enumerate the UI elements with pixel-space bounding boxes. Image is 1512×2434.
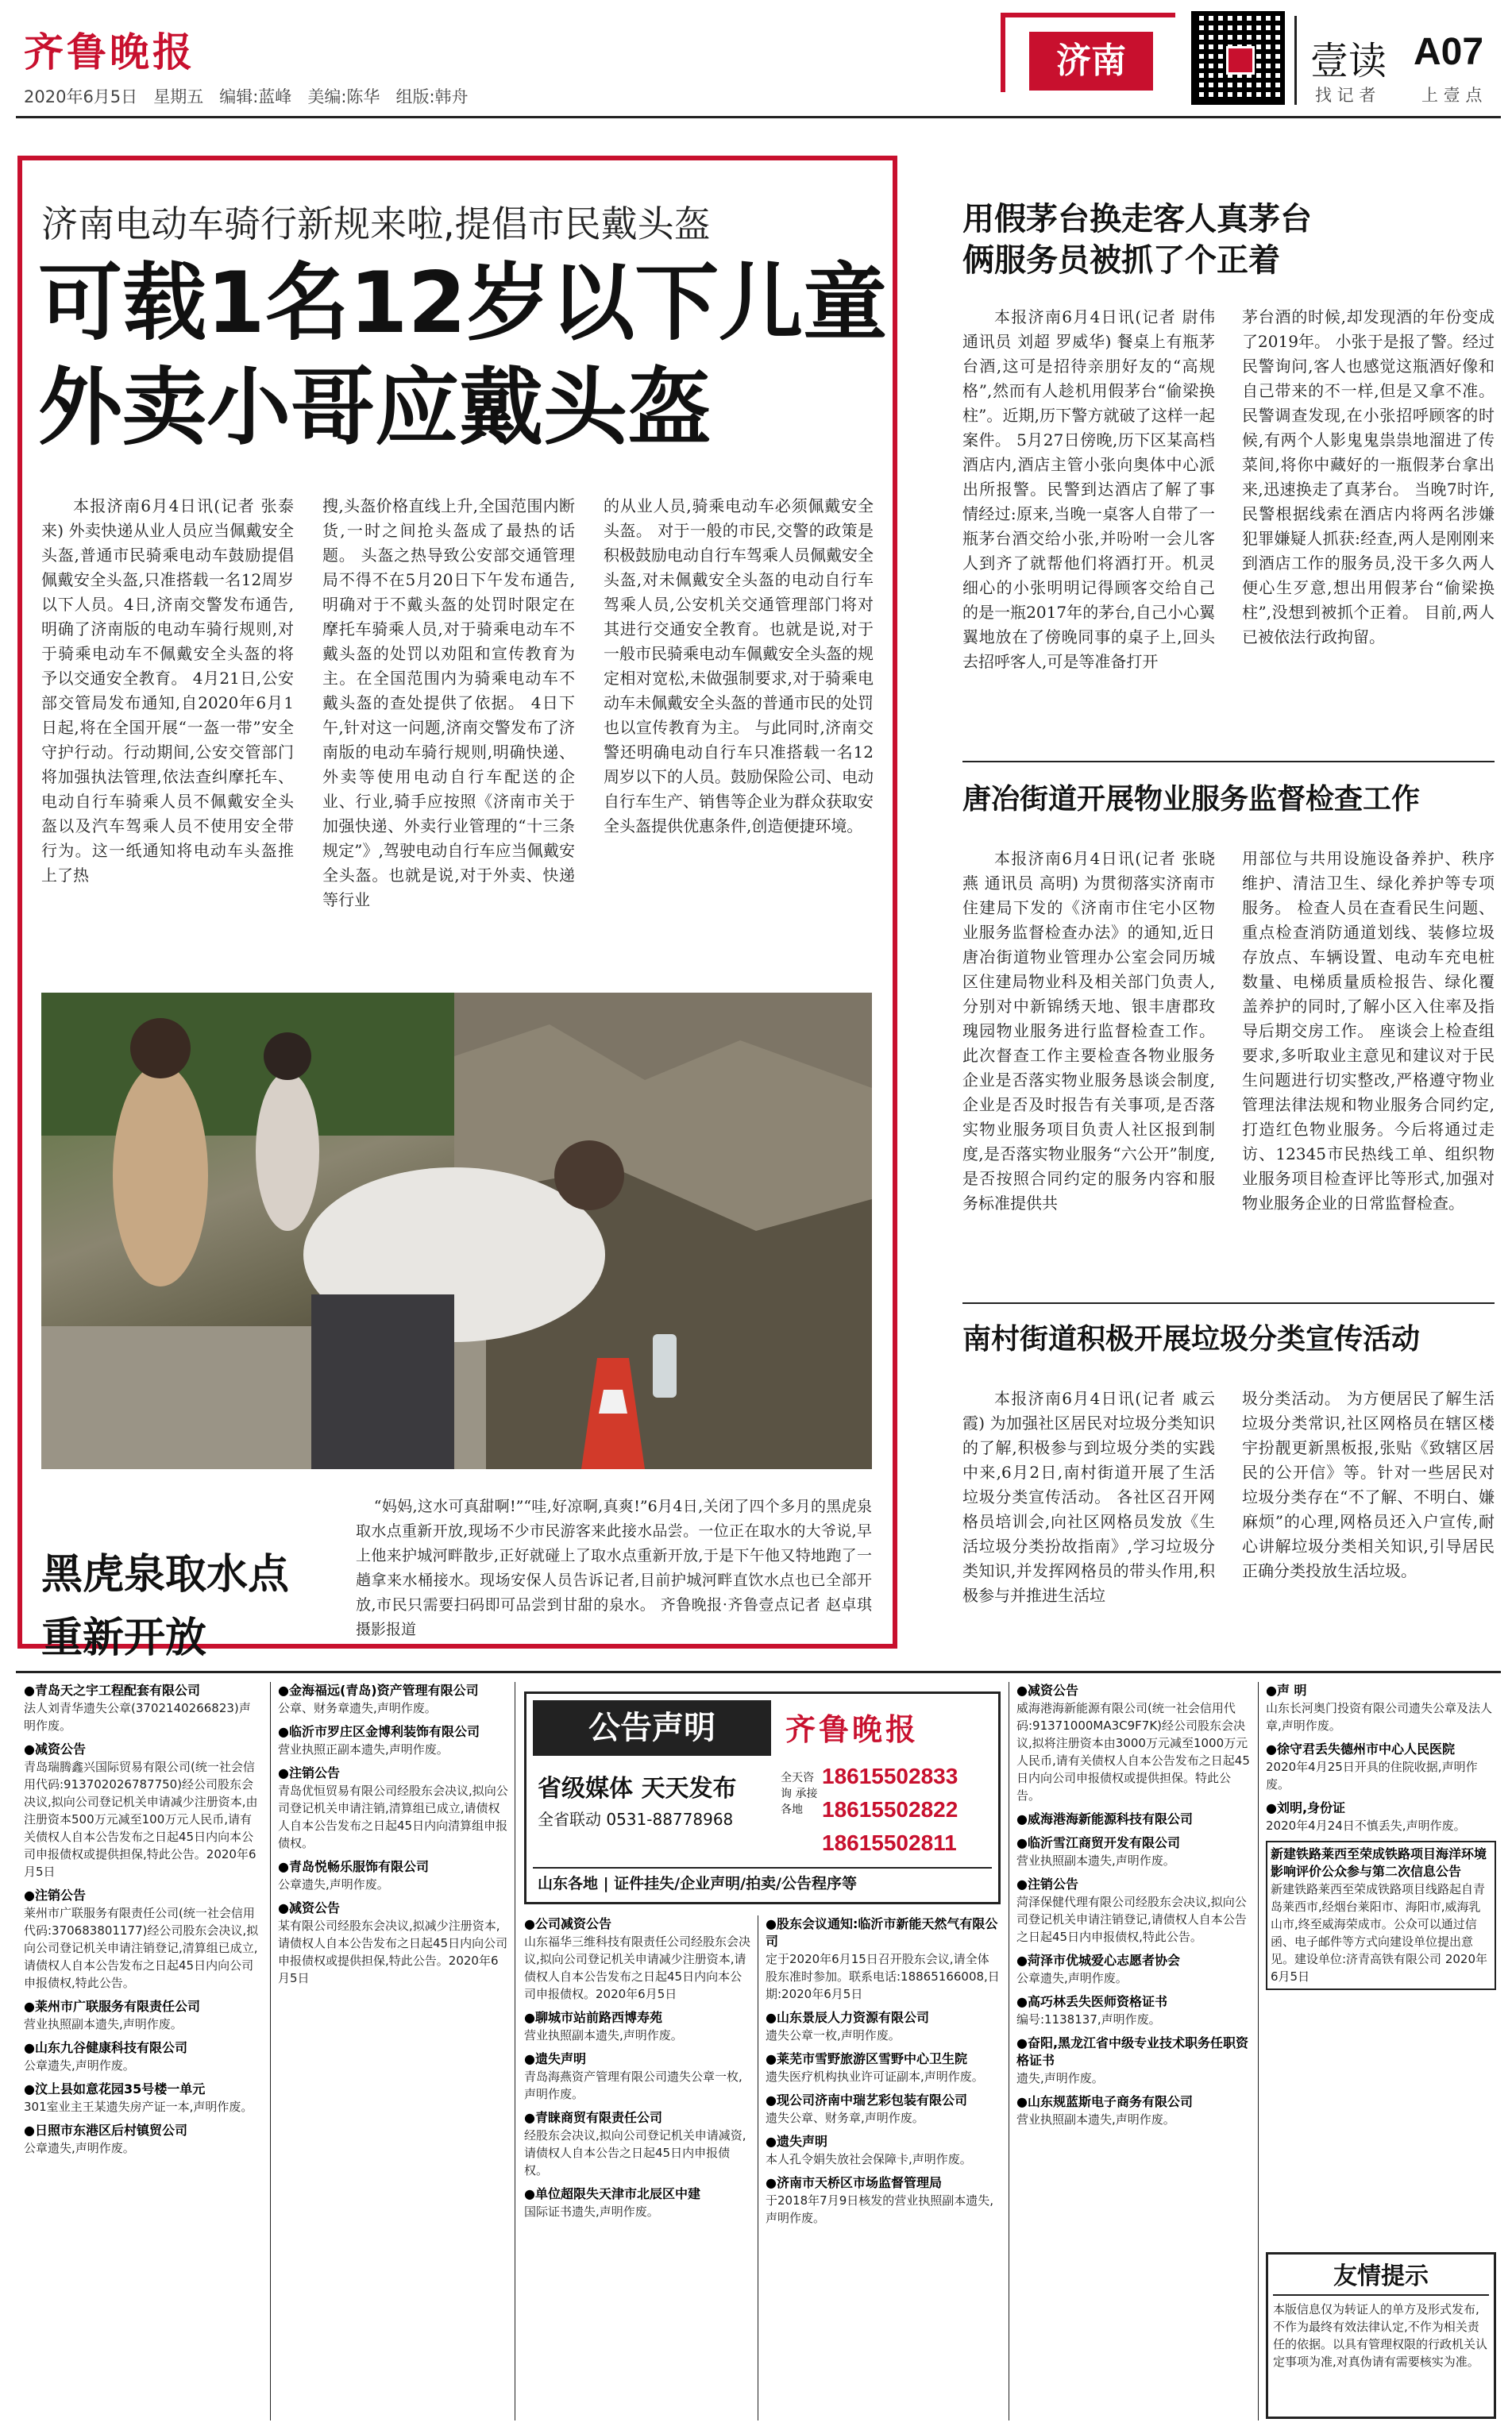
man-trousers <box>311 1294 454 1469</box>
photo-scene <box>41 993 872 1469</box>
notice-item <box>524 2009 751 2044</box>
notice-item <box>524 1915 751 2003</box>
photo-story-headline-line2: 重新开放 <box>41 1614 207 1657</box>
notice-text: 菏泽保健代理有限公司经股东会决议,拟向公司登记机关申请注销登记,请债权人自本公告之日起45日内申报债权,特此公告。 <box>1016 1895 1247 1944</box>
notices-col4 <box>766 1915 1001 2420</box>
story4-body-col1 <box>962 1387 1215 1653</box>
notice-text: 定于2020年6月15日召开股东会议,请全体股东准时参加。联系电话:18865166008,日期:2020年6月5日 <box>766 1952 1000 2001</box>
notice-title: ●刘明,身份证 <box>1266 1800 1346 1815</box>
notice-item <box>766 2174 1001 2227</box>
notice-item <box>278 1765 508 1852</box>
section-tag: 济南 <box>1029 32 1153 91</box>
notice-title: ●注销公告 <box>278 1765 340 1780</box>
notice-title: ●山东九谷健康科技有限公司 <box>24 2040 187 2055</box>
notice-item <box>24 2039 262 2074</box>
lead-body-col1-text: 本报济南6月4日讯(记者 张泰来) 外卖快递从业人员应当佩戴安全头盔,普通市民骑乘电动车鼓励提倡佩戴安全头盔,只准搭载一名12周岁以下人员。4日,济南交警发布通告,明确了济南版的电动车骑行规则,对于骑乘电动车不佩戴安全头盔的将予以交通安全教育。 4月21日,公安部交管局发布通知,自2020年6月1日起,将在全国开展“一盔一带”安全守护行动。行动期间,公安交管部门将加强执法管理,依法查纠摩托车、电动自行车骑乘人员不佩戴安全头盔以及汽车驾乘人员不使用安全带行为。这一纸通知将电动车头盔推上了热 <box>41 496 294 885</box>
friendly-tip-title: 友情提示 <box>1273 2259 1489 2296</box>
qr-code <box>1191 11 1285 105</box>
story3-top-rule <box>962 761 1495 762</box>
notice-item <box>1266 1682 1496 1734</box>
story4-body-col2 <box>1242 1387 1495 1653</box>
notice-text: 公章遗失,声明作废。 <box>24 2141 135 2155</box>
notice-text: 青岛海燕资产管理有限公司遗失公章一枚,声明作废。 <box>524 2069 742 2101</box>
notice-ad-title: 公告声明 <box>588 1710 716 1746</box>
notice-item <box>24 1998 262 2033</box>
notice-text: 新建铁路莱西至荣成铁路项目线路起自青岛莱西市,经烟台莱阳市、海阳市,威海乳山市,终至威海荣成市。公众可以通过信函、电子邮件等方式向建设单位提出意见。建设单位:济青高铁有限公司 2020年6月5日 <box>1271 1882 1487 1984</box>
page-number: A07 <box>1414 31 1484 73</box>
notice-text: 法人刘青华遗失公章(3702140266823)声明作废。 <box>24 1701 251 1733</box>
tagline-left: 找 记 者 <box>1315 86 1376 105</box>
notice-text: 营业执照副本遗失,声明作废。 <box>524 2028 683 2042</box>
notice-text: 山东长河奥门投资有限公司遗失公章及法人章,声明作废。 <box>1266 1701 1493 1733</box>
story3-headline: 唐冶街道开展物业服务监督检查工作 <box>962 783 1421 816</box>
notice-item <box>1266 1799 1496 1834</box>
notice-text: 青岛瑞腾鑫兴国际贸易有限公司(统一社会信用代码:913702026787750)经公司股东会决议,拟向公司登记机关申请减少注册资本,由注册资本500万元减至100万元人民币,请有关债权人自本公告发布之日起45日内向本公司申报债权或提供担保,特此公告。2020年6月5日 <box>24 1760 258 1879</box>
newspaper-logo: 齐鲁晚报 <box>24 29 195 75</box>
notice-item <box>524 2185 751 2220</box>
notice-text: 编号:1138137,声明作废。 <box>1016 2012 1161 2027</box>
story3-body-col1-text: 本报济南6月4日讯(记者 张晓燕 通讯员 高明) 为贯彻落实济南市住建局下发的《济南市住宅小区物业服务监督检查办法》的通知,近日唐冶街道物业管理办公室会同历城区住建局物业科及相关部门负责人,分别对中新锦绣天地、银丰唐郡玫瑰园物业服务进行监督检查工作。 此次督查工作主要检查各物业服务企业是否落实物业服务恳谈会制度,企业是否及时报告有关事项,是否落实物业服务项目负责人社区报到制度,是否落实物业服务“六公开”制度,是否按照合同约定的服务内容和服务标准提供共 <box>962 849 1215 1213</box>
notice-title: ●聊城市站前路西博寿苑 <box>524 2010 662 2025</box>
notice-ad-phone-1: 18615502833 <box>822 1764 958 1788</box>
notice-text: 营业执照副本遗失,声明作废。 <box>1016 1853 1175 1868</box>
notice-text: 经股东会决议,拟向公司登记机关申请减资,请债权人自本公告之日起45日内申报债权。 <box>524 2128 746 2177</box>
notice-title: ●青岛天之宇工程配套有限公司 <box>24 1683 200 1698</box>
notices-col5 <box>1016 1682 1252 2420</box>
notice-ad-phone-2: 18615502822 <box>822 1797 958 1822</box>
woman-left <box>113 1064 208 1286</box>
lead-kicker: 济南电动车骑行新规来啦,提倡市民戴头盔 <box>41 203 711 245</box>
notice-item <box>766 2092 1001 2127</box>
notice-ad-box <box>524 1691 1001 1904</box>
friendly-tip-box <box>1266 2252 1496 2419</box>
story2-body-col1-text: 本报济南6月4日讯(记者 尉伟 通讯员 刘超 罗威华) 餐桌上有瓶茅台酒,这可是招待亲朋好友的“高规格”,然而有人趁机用假茅台“偷梁换柱”。近期,历下警方就破了这样一起案件。 5月27日傍晚,历下区某高档酒店内,酒店主管小张向奥体中心派出所报警。民警到达酒店了解了事情经过:原来,当晚一桌客人自带了一瓶茅台酒交给小张,并吩咐一会儿客人到齐了就帮他们将酒打开。机灵细心的小张明明记得顾客交给自己的是一瓶2017年的茅台,自己小心翼翼地放在了傍晚同事的桌子上,回头去招呼客人,可是等准备打开 <box>962 307 1215 671</box>
notice-item <box>24 1682 262 1734</box>
notice-text: 2020年4月25日开具的住院收据,声明作废。 <box>1266 1760 1478 1792</box>
notice-text: 301室业主王某遗失房产证一本,声明作废。 <box>24 2100 253 2114</box>
notice-item <box>1016 2093 1252 2128</box>
notice-title: ●青睐商贸有限责任公司 <box>524 2110 662 2125</box>
notice-text: 遗失医疗机构执业许可证副本,声明作废。 <box>766 2069 984 2084</box>
notice-text: 威海港海新能源有限公司(统一社会信用代码:91371000MA3C9F7K)经公司股东会决议,拟将注册资本由3000万元减至1000万元人民币,请有关债权人自本公告发布之日起45日内向公司申报债权或提供担保。特此公告。 <box>1016 1701 1250 1803</box>
notice-title: ●青岛悦畅乐服饰有限公司 <box>278 1859 429 1874</box>
photo-story-caption <box>356 1495 872 1642</box>
notice-text: 公章遗失,声明作废。 <box>24 2058 135 2073</box>
woman-left-head <box>130 1018 191 1078</box>
notices-col2 <box>278 1682 508 2420</box>
bystander-center-head <box>264 1032 311 1080</box>
notice-title: ●山东景辰人力资源有限公司 <box>766 2010 929 2025</box>
notice-title: 新建铁路莱西至荣成铁路项目海洋环境影响评价公众参与第二次信息公告 <box>1271 1846 1487 1879</box>
layout-credit: 组版:韩舟 <box>395 87 469 106</box>
water-bottle <box>653 1334 677 1398</box>
notice-title: ●山东规蓝斯电子商务有限公司 <box>1016 2094 1193 2109</box>
story4-headline: 南村街道积极开展垃圾分类宣传活动 <box>962 1323 1421 1356</box>
notice-ad-slogan: 省级媒体 天天发布 <box>538 1775 737 1803</box>
tagline-right: 上 壹 点 <box>1421 86 1483 105</box>
notice-ad-hotline: 全省联动 0531-88778968 <box>538 1810 734 1829</box>
notices-divider-1 <box>270 1682 271 2420</box>
notice-item <box>524 2109 751 2179</box>
lead-body-col1 <box>41 494 294 961</box>
notice-text: 公章遗失,声明作废。 <box>278 1877 389 1892</box>
notice-item <box>278 1723 508 1758</box>
notice-item <box>278 1682 508 1717</box>
notice-title: ●菏泽市优城爱心志愿者协会 <box>1016 1953 1180 1968</box>
notice-text: 山东福华三维科技有限责任公司经股东会决议,拟向公司登记机关申请减少注册资本,请债权人自本公告发布之日起45日内向本公司申报债权。2020年6月5日 <box>524 1934 751 2001</box>
lead-body-col3-text: 的从业人员,骑乘电动车必须佩戴安全头盔。 对于一般的市民,交警的政策是积极鼓励电动自行车驾乘人员佩戴安全头盔,对未佩戴安全头盔的电动自行车驾乘人员,公安机关交通管理部门将对其进行交通安全教育。也就是说,对于一般市民骑乘电动车佩戴安全头盔的规定相对宽松,未做强制要求,对于骑乘电动车未佩戴安全头盔的普通市民的处罚也以宣传教育为主。 与此同时,济南交警还明确电动自行车只准搭载一名12周岁以下的人员。鼓励保险公司、电动自行车生产、销售等企业为群众获取安全头盔提供优惠条件,创造便捷环境。 <box>604 496 874 835</box>
notice-text: 青岛优恒贸易有限公司经股东会决议,拟向公司登记机关申请注销,清算组已成立,请债权人自本公告发布之日起45日内向清算组申报债权。 <box>278 1784 508 1850</box>
story2-headline-line2: 俩服务员被抓了个正着 <box>962 242 1280 279</box>
story2-headline-line1: 用假茅台换走客人真茅台 <box>962 201 1312 237</box>
notice-title: ●减资公告 <box>278 1900 340 1915</box>
notice-title: ●徐守君丢失德州市中心人民医院 <box>1266 1742 1455 1757</box>
notice-text: 莱州市广联服务有限责任公司(统一社会信用代码:370683801177)经公司股东会决议,拟向公司登记机关申请注销登记,清算组已成立,请债权人自本公告发布之日起45日内向公司申报债权,特此公告。 <box>24 1906 259 1990</box>
notice-text: 公章遗失,声明作废。 <box>1016 1971 1128 1985</box>
story4-body-col1-text: 本报济南6月4日讯(记者 戚云霞) 为加强社区居民对垃圾分类知识的了解,积极参与到垃圾分类的实践中来,6月2日,南村街道开展了生活垃圾分类宣传活动。 各社区召开网格员培训会,向社区网格员发放《生活垃圾分类扮故指南》,学习垃圾分类知识,并发挥网格员的带头作用,积极参与并推进生活垃 <box>962 1389 1215 1605</box>
notice-title: ●股东会议通知:临沂市新能天然气有限公司 <box>766 1916 998 1949</box>
notice-item <box>1016 1682 1252 1804</box>
notice-ad-phone-3: 18615502811 <box>822 1830 957 1855</box>
notices-divider-5 <box>1258 1682 1259 2420</box>
notice-title: ●日照市东港区后村镇贸公司 <box>24 2123 187 2138</box>
notice-title: ●遗失声明 <box>766 2134 827 2149</box>
notice-item <box>1266 1841 1496 1990</box>
notice-item <box>766 2050 1001 2085</box>
notice-item <box>1266 1741 1496 1793</box>
notice-title: ●现公司济南中瑞艺彩包装有限公司 <box>766 2093 967 2108</box>
notice-title: ●临沂市罗庄区金博利装饰有限公司 <box>278 1724 480 1739</box>
notice-title: ●高巧林丢失医师资格证书 <box>1016 1994 1167 2009</box>
lead-body-col2 <box>322 494 575 961</box>
lead-body-col2-text: 搜,头盔价格直线上升,全国范围内断货,一时之间抢头盔成了最热的话题。 头盔之热导致公安部交通管理局不得不在5月20日下午发布通告,明确对于不戴头盔的处罚时限定在摩托车骑乘人员,对于骑乘电动车不戴头盔的处罚以劝阻和宣传教育为主。在全国范围内为骑乘电动车不戴头盔的查处提供了依据。 4日下午,针对这一问题,济南交警发布了济南版的电动车骑行规则,明确快递、外卖等使用电动自行车配送的企业、行业,骑手应按照《济南市关于加强快递、外卖行业管理的“十三条规定”》,驾驶电动自行车应当佩戴安全头盔。也就是说,对于外卖、快递等行业 <box>322 496 575 909</box>
notice-ad-logo: 齐鲁晚报 <box>785 1711 920 1747</box>
notice-title: ●声 明 <box>1266 1683 1307 1698</box>
notice-text: 国际证书遗失,声明作废。 <box>524 2204 659 2219</box>
notice-item <box>766 2009 1001 2044</box>
notice-title: ●奋阳,黑龙江省中级专业技术职务任职资格证书 <box>1016 2035 1249 2068</box>
photo-story-headline-line1: 黑虎泉取水点 <box>41 1551 290 1593</box>
notice-text: 2020年4月24日不慎丢失,声明作废。 <box>1266 1819 1466 1833</box>
notice-title: ●汶上县如意花园35号楼一单元 <box>24 2081 206 2096</box>
notice-title: ●莱州市广联服务有限责任公司 <box>24 1999 200 2014</box>
art-editor-credit: 美编:陈华 <box>307 87 380 106</box>
notice-title: ●遗失声明 <box>524 2051 586 2066</box>
masthead-rule <box>16 116 1501 118</box>
man-head <box>554 1140 624 1210</box>
notice-item <box>524 2050 751 2103</box>
lead-body-col3 <box>604 494 874 961</box>
issue-date: 2020年6月5日 <box>24 87 138 106</box>
story4-top-rule <box>962 1302 1495 1304</box>
photo-story-caption-text: “妈妈,这水可真甜啊!”“哇,好凉啊,真爽!”6月4日,关闭了四个多月的黑虎泉取水点重新开放,现场不少市民游客来此接水品尝。一位正在取水的大爷说,早上他来护城河畔散步,正好就碰上了取水点重新开放,于是下午他又特地跑了一趟拿来水桶接水。现场安保人员告诉记者,目前护城河畔直饮水点也已全部开放,市民只需要扫码即可品尝到甘甜的泉水。 齐鲁晚报·齐鲁壹点记者 赵卓琪 摄影报道 <box>356 1498 872 1638</box>
notice-item <box>1016 1952 1252 1987</box>
notices-col3 <box>524 1915 751 2420</box>
notice-title: ●公司减资公告 <box>524 1916 611 1931</box>
masthead-divider <box>1294 16 1297 105</box>
notice-item <box>24 2081 262 2116</box>
notice-item <box>1016 1834 1252 1869</box>
notice-text: 营业执照副本遗失,声明作废。 <box>24 2017 183 2031</box>
notice-text: 遗失公章一枚,声明作废。 <box>766 2028 901 2042</box>
notice-title: ●注销公告 <box>1016 1877 1078 1892</box>
story3-body-col2-text: 用部位与共用设施设备养护、秩序维护、清洁卫生、绿化养护等专项服务。 检查人员在查看民生问题、重点检查消防通道划线、装修垃圾存放点、车辆设置、电动车充电桩数量、电梯质量质检报告、绿化覆盖养护的同时,了解小区入住率及指导后期交房工作。 座谈会上检查组要求,多听取业主意见和建议对于民生问题进行切实整改,严格遵守物业管理法律法规和物业服务合同约定,打造红色物业服务。今后将通过走访、12345市民热线工单、组织物业服务项目检查评比等形式,加强对物业服务企业的日常监督检查。 <box>1242 849 1495 1213</box>
friendly-tip-text: 本版信息仅为转证人的单方及形式发布,不作为最终有效法律认定,不作为相关责任的依据。以具有管理权限的行政机关认定事项为准,对真伪请有需要核实为准。 <box>1273 2302 1488 2369</box>
notice-text: 本人孔令娟失放社会保障卡,声明作废。 <box>766 2152 972 2166</box>
notice-item <box>278 1858 508 1893</box>
notices-col1 <box>24 1682 262 2420</box>
notice-title: ●威海港海新能源科技有限公司 <box>1016 1811 1193 1826</box>
notice-text: 遗失,声明作废。 <box>1016 2071 1104 2085</box>
editor-credit: 编辑:蓝峰 <box>219 87 292 106</box>
notice-title: ●临沂雪江商贸开发有限公司 <box>1016 1835 1180 1850</box>
story2-body-col2-text: 茅台酒的时候,却发现酒的年份变成了2019年。 小张于是报了警。经过民警询问,客人也感觉这瓶酒好像和自己带来的不一样,但是又拿不准。民警调查发现,在小张招呼顾客的时候,有两个人影鬼鬼祟祟地溜进了传菜间,将你中藏好的一瓶假茅台拿出来,迅速换走了真茅台。 当晚7时许,民警根据线索在酒店内将两名涉嫌犯罪嫌疑人抓获:经查,两人是刚刚来到酒店工作的服务员,没干多久两人便心生歹意,想出用假茅台“偷梁换柱”,没想到被抓个正着。 目前,两人已被依法行政拘留。 <box>1242 307 1495 646</box>
issue-info <box>24 84 516 106</box>
notice-title: ●济南市天桥区市场监督管理局 <box>766 2175 942 2190</box>
notice-ad-bar: 山东各地 | 证件挂失/企业声明/拍卖/公告程序等 <box>538 1875 857 1892</box>
notice-item <box>24 1741 262 1880</box>
notice-item <box>766 1915 1001 2003</box>
notice-text: 公章、财务章遗失,声明作废。 <box>278 1701 437 1715</box>
notice-item <box>1016 1876 1252 1946</box>
notice-item <box>1016 1811 1252 1828</box>
notice-title: ●单位超限失天津市北辰区中建 <box>524 2186 700 2201</box>
notice-item <box>278 1900 508 1987</box>
notice-title: ●减资公告 <box>1016 1683 1078 1698</box>
story3-body-col2 <box>1242 847 1495 1288</box>
qr-code-logo <box>1226 46 1255 75</box>
heihuquan-photo <box>41 993 872 1469</box>
story4-body-col2-text: 圾分类活动。 为方便居民了解生活垃圾分类常识,社区网格员在辖区楼宇扮靓更新黑板报,张贴《致辖区居民的公开信》等。针对一些居民对垃圾分类存在“不了解、不明白、嫌麻烦”的心理,网格员还入户宣传,耐心讲解垃圾分类相关知识,引导居民正确分类投放生活垃圾。 <box>1242 1389 1495 1580</box>
notice-text: 营业执照副本遗失,声明作废。 <box>1016 2112 1175 2127</box>
notice-ad-service-label: 全天咨询 承接各地 <box>781 1772 818 1816</box>
notice-text: 营业执照正副本遗失,声明作废。 <box>278 1742 449 1757</box>
lead-headline-line1: 可载1名12岁以下儿童 <box>38 254 888 352</box>
notice-text: 于2018年7月9日核发的营业执照副本遗失,声明作废。 <box>766 2193 994 2225</box>
bystander-center <box>256 1072 319 1231</box>
notice-item <box>766 2133 1001 2168</box>
channel-title: 壹读 <box>1310 39 1387 83</box>
notice-item <box>24 2122 262 2157</box>
notice-title: ●金海福远(青岛)资产管理有限公司 <box>278 1683 479 1698</box>
notice-item <box>1016 2035 1252 2087</box>
traffic-cone-stripe <box>599 1390 627 1414</box>
lead-headline-line2: 外卖小哥应戴头盔 <box>38 359 712 457</box>
issue-weekday: 星期五 <box>153 87 204 106</box>
notice-text: 某有限公司经股东会决议,拟减少注册资本,请债权人自本公告发布之日起45日内向公司申报债权或提供担保,特此公告。2020年6月5日 <box>278 1919 508 1985</box>
notice-title: ●减资公告 <box>24 1742 86 1757</box>
trees <box>41 993 454 1136</box>
story2-body-col2 <box>1242 305 1495 746</box>
story3-body-col1 <box>962 847 1215 1288</box>
notice-title: ●注销公告 <box>24 1888 86 1903</box>
notices-top-rule <box>16 1671 1501 1673</box>
story2-body-col1 <box>962 305 1215 746</box>
notice-title: ●莱芜市雪野旅游区雪野中心卫生院 <box>766 2051 967 2066</box>
notices-col6 <box>1266 1682 1496 2238</box>
notice-text: 遗失公章、财务章,声明作废。 <box>766 2111 924 2125</box>
notice-item <box>24 1887 262 1992</box>
notice-item <box>1016 1993 1252 2028</box>
